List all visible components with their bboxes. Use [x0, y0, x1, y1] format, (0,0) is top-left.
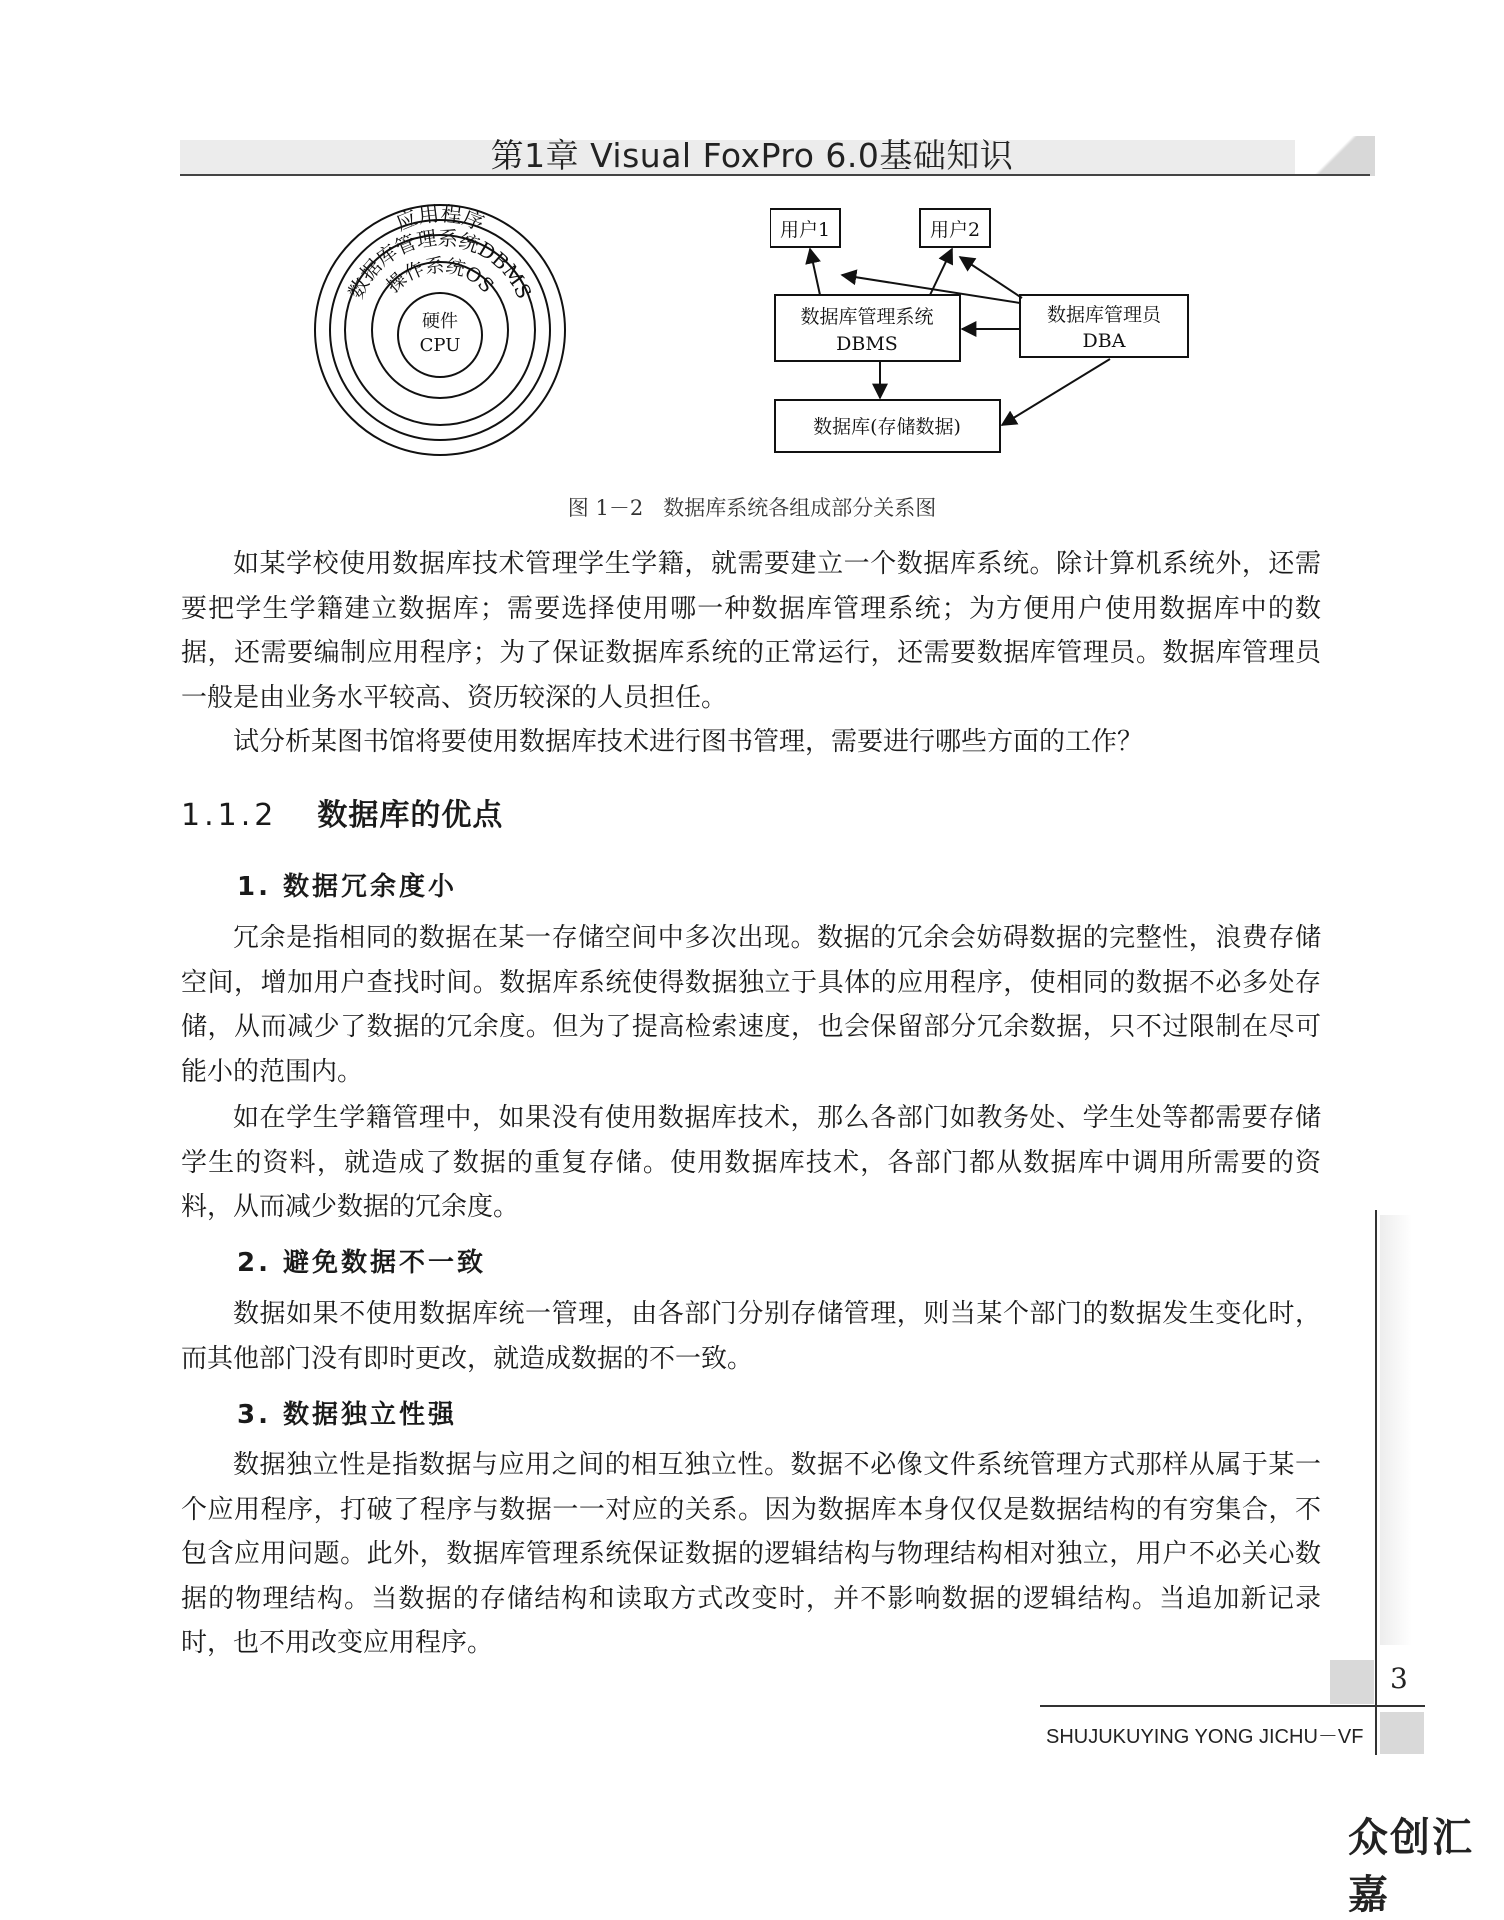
- arrow-dbms-to-user2: [930, 249, 952, 295]
- figure-caption: [0, 492, 1504, 522]
- label-dbms-en: DBMS: [836, 333, 898, 355]
- paragraph-redundancy-example: 如在学生学籍管理中，如果没有使用数据库技术，那么各部门如教务处、学生处等都需要存储学生的资料，就造成了数据的重复存储。使用数据库技术，各部门都从数据库中调用所需要的资料，从而减少数据的冗余度。: [181, 1103, 1321, 1222]
- figure-caption-text: 数据库系统各组成部分关系图: [663, 496, 937, 520]
- paragraph-school-example: 如某学校使用数据库技术管理学生学籍，就需要建立一个数据库系统。除计算机系统外，还需要把学生学籍建立数据库；需要选择使用哪一种数据库管理系统；为方便用户使用数据库中的数据，还需要编制应用程序；为了保证数据库系统的正常运行，还需要数据库管理员。数据库管理员一般是由业务水平较高、资历较深的人员担任。: [181, 549, 1321, 713]
- paragraph-consistency: 数据如果不使用数据库统一管理，由各部门分别存储管理，则当某个部门的数据发生变化时，而其他部门没有即时更改，就造成数据的不一致。: [181, 1299, 1321, 1374]
- arrow-dbms-to-user1: [810, 249, 820, 295]
- label-database: 数据库(存储数据): [813, 416, 961, 438]
- arrow-dba-to-database: [1002, 359, 1110, 425]
- subheading-independence: 3. 数据独立性强: [237, 1400, 458, 1430]
- ring-label-os: 操作系统OS: [382, 254, 498, 298]
- section-title: 数据库的优点: [317, 798, 504, 833]
- footer-shadow: [1380, 1215, 1412, 1645]
- label-dba-cn: 数据库管理员: [1046, 304, 1162, 326]
- ring-label-hardware: 硬件: [422, 311, 458, 332]
- figure-caption-label: 图 1－2: [567, 496, 644, 520]
- arrow-dba-to-user2: [960, 257, 1022, 298]
- footer-block-lower: [1380, 1712, 1424, 1754]
- section-heading: [181, 790, 503, 834]
- chapter-title: 第1章 Visual FoxPro 6.0基础知识: [490, 136, 1014, 175]
- layer-rings-diagram: [310, 195, 570, 465]
- label-user1: 用户1: [779, 219, 831, 241]
- ring-label-cpu: CPU: [419, 335, 461, 356]
- subheading-consistency: 2. 避免数据不一致: [237, 1248, 487, 1278]
- subheading-redundancy: 1. 数据冗余度小: [237, 872, 458, 902]
- footer-horizontal-rule: [1040, 1705, 1425, 1707]
- watermark-text: 众创汇嘉: [1348, 1815, 1474, 1918]
- book-title-footer: SHUJUKUYING YONG JICHU－VF: [1046, 1726, 1364, 1748]
- label-dba-en: DBA: [1082, 330, 1126, 352]
- footer-vertical-rule: [1375, 1210, 1377, 1755]
- paragraph-library-question: 试分析某图书馆将要使用数据库技术进行图书管理，需要进行哪些方面的工作？: [233, 727, 1144, 757]
- paragraph-independence: 数据独立性是指数据与应用之间的相互独立性。数据不必像文件系统管理方式那样从属于某一个应用程序，打破了程序与数据一一对应的关系。因为数据库本身仅仅是数据结构的有穷集合，不包含应用问题。此外，数据库管理系统保证数据的逻辑结构与物理结构相对独立，用户不必关心数据的物理结构。当数据的存储结构和读取方式改变时，并不影响数据的逻辑结构。当追加新记录时，也不用改变应用程序。: [181, 1450, 1321, 1658]
- page-number: 3: [1390, 1662, 1408, 1695]
- footer-block-upper: [1330, 1660, 1374, 1704]
- label-user2: 用户2: [929, 219, 981, 241]
- ring-label-dbms: 数据库管理系统DBMS: [343, 225, 537, 303]
- label-dbms-cn: 数据库管理系统: [800, 306, 934, 328]
- ring-label-application: 应用程序: [392, 201, 488, 236]
- system-flow-diagram: [770, 195, 1200, 465]
- section-number: 1.1.2: [181, 798, 278, 833]
- paragraph-redundancy: 冗余是指相同的数据在某一存储空间中多次出现。数据的冗余会妨碍数据的完整性，浪费存储空间，增加用户查找时间。数据库系统使得数据独立于具体的应用程序，使相同的数据不必多处存储，从而减少了数据的冗余度。但为了提高检索速度，也会保留部分冗余数据，只不过限制在尽可能小的范围内。: [181, 923, 1321, 1087]
